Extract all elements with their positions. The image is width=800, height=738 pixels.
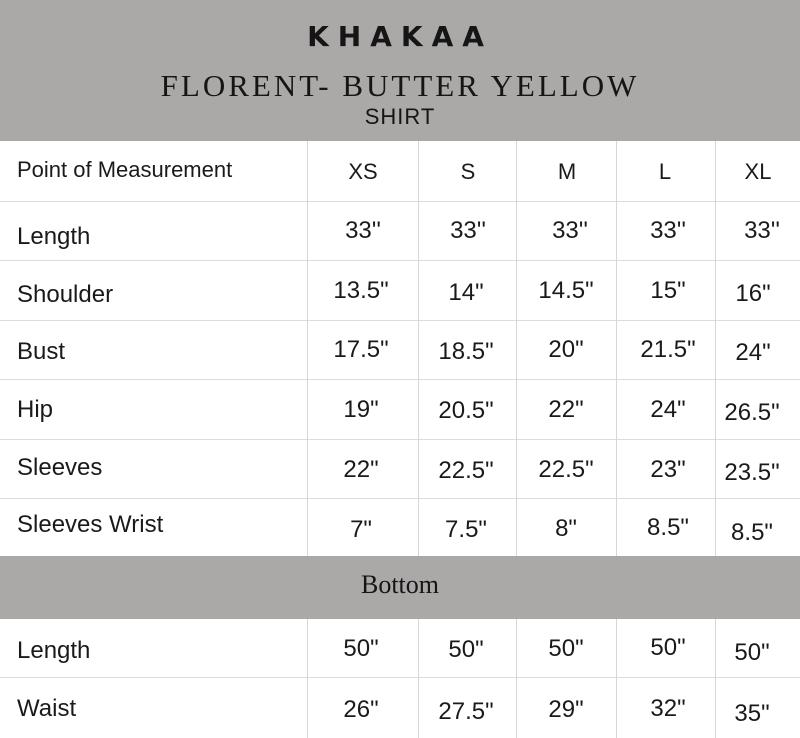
bottom-row-label-waist: Waist xyxy=(17,695,77,722)
table-cell: 19" xyxy=(343,396,379,423)
column-header-l: L xyxy=(658,159,672,184)
bottom-section-title: Bottom xyxy=(360,570,439,599)
table-cell: 14.5" xyxy=(538,277,594,304)
row-divider xyxy=(0,201,800,202)
column-divider xyxy=(516,141,517,556)
column-divider xyxy=(616,619,617,738)
row-label-sleeves: Sleeves xyxy=(17,454,103,481)
column-divider xyxy=(715,619,716,738)
table-cell: 17.5" xyxy=(333,336,389,363)
table-cell: 7" xyxy=(350,516,372,543)
column-header-xs: XS xyxy=(348,159,378,184)
table-cell: 22.5" xyxy=(538,456,594,483)
table-cell: 26.5" xyxy=(724,399,780,426)
table-cell: 33'' xyxy=(552,217,588,244)
row-label-sleeves-wrist: Sleeves Wrist xyxy=(17,511,164,538)
table-cell: 50" xyxy=(734,639,770,666)
product-title: FLORENT- BUTTER YELLOW xyxy=(160,68,640,103)
brand-logo: KHAKAA xyxy=(307,20,493,53)
column-header-s: S xyxy=(460,159,476,184)
row-divider xyxy=(0,260,800,261)
column-divider xyxy=(715,141,716,556)
table-cell: 33'' xyxy=(450,217,486,244)
column-header-m: M xyxy=(557,159,577,184)
table-cell: 23" xyxy=(650,456,686,483)
table-cell: 15" xyxy=(650,277,686,304)
table-cell: 50" xyxy=(650,634,686,661)
column-divider xyxy=(307,619,308,738)
table-cell: 8" xyxy=(555,515,577,542)
table-cell: 33'' xyxy=(744,217,780,244)
table-cell: 35" xyxy=(734,700,770,727)
column-divider xyxy=(616,141,617,556)
table-cell: 23.5" xyxy=(724,459,780,486)
table-cell: 16" xyxy=(735,280,771,307)
table-cell: 8.5" xyxy=(731,519,773,546)
table-cell: 20.5" xyxy=(438,397,494,424)
bottom-section-banner xyxy=(0,556,800,619)
table-cell: 32" xyxy=(650,695,686,722)
table-cell: 14" xyxy=(448,279,484,306)
title-banner xyxy=(0,0,800,141)
table-cell: 8.5" xyxy=(647,514,689,541)
table-cell: 50" xyxy=(448,636,484,663)
table-cell: 18.5" xyxy=(438,338,494,365)
row-label-length: Length xyxy=(17,223,91,250)
table-cell: 7.5" xyxy=(445,516,487,543)
table-cell: 27.5" xyxy=(438,698,494,725)
table-cell: 50" xyxy=(548,635,584,662)
table-cell: 26" xyxy=(343,696,379,723)
row-label-shoulder: Shoulder xyxy=(17,281,114,308)
row-label-hip: Hip xyxy=(17,396,54,423)
row-divider xyxy=(0,439,800,440)
table-cell: 21.5" xyxy=(640,336,696,363)
table-cell: 29" xyxy=(548,696,584,723)
table-cell: 33'' xyxy=(345,217,381,244)
column-divider xyxy=(516,619,517,738)
row-divider xyxy=(0,498,800,499)
table-cell: 20" xyxy=(548,336,584,363)
column-divider xyxy=(307,141,308,556)
column-divider xyxy=(418,619,419,738)
category-title: SHIRT xyxy=(364,104,436,129)
column-divider xyxy=(418,141,419,556)
table-cell: 13.5" xyxy=(333,277,389,304)
table-cell: 22" xyxy=(343,456,379,483)
table-cell: 22.5" xyxy=(438,457,494,484)
row-divider xyxy=(0,320,800,321)
row-label-bust: Bust xyxy=(17,338,66,365)
table-cell: 33'' xyxy=(650,217,686,244)
bottom-row-label-length: Length xyxy=(17,637,91,664)
table-cell: 22" xyxy=(548,396,584,423)
column-header-xl: XL xyxy=(744,159,772,184)
row-divider xyxy=(0,379,800,380)
row-divider xyxy=(0,677,800,678)
column-header-point-of-measurement: Point of Measurement xyxy=(17,157,233,182)
table-cell: 24" xyxy=(735,339,771,366)
table-cell: 24" xyxy=(650,396,686,423)
table-cell: 50" xyxy=(343,635,379,662)
